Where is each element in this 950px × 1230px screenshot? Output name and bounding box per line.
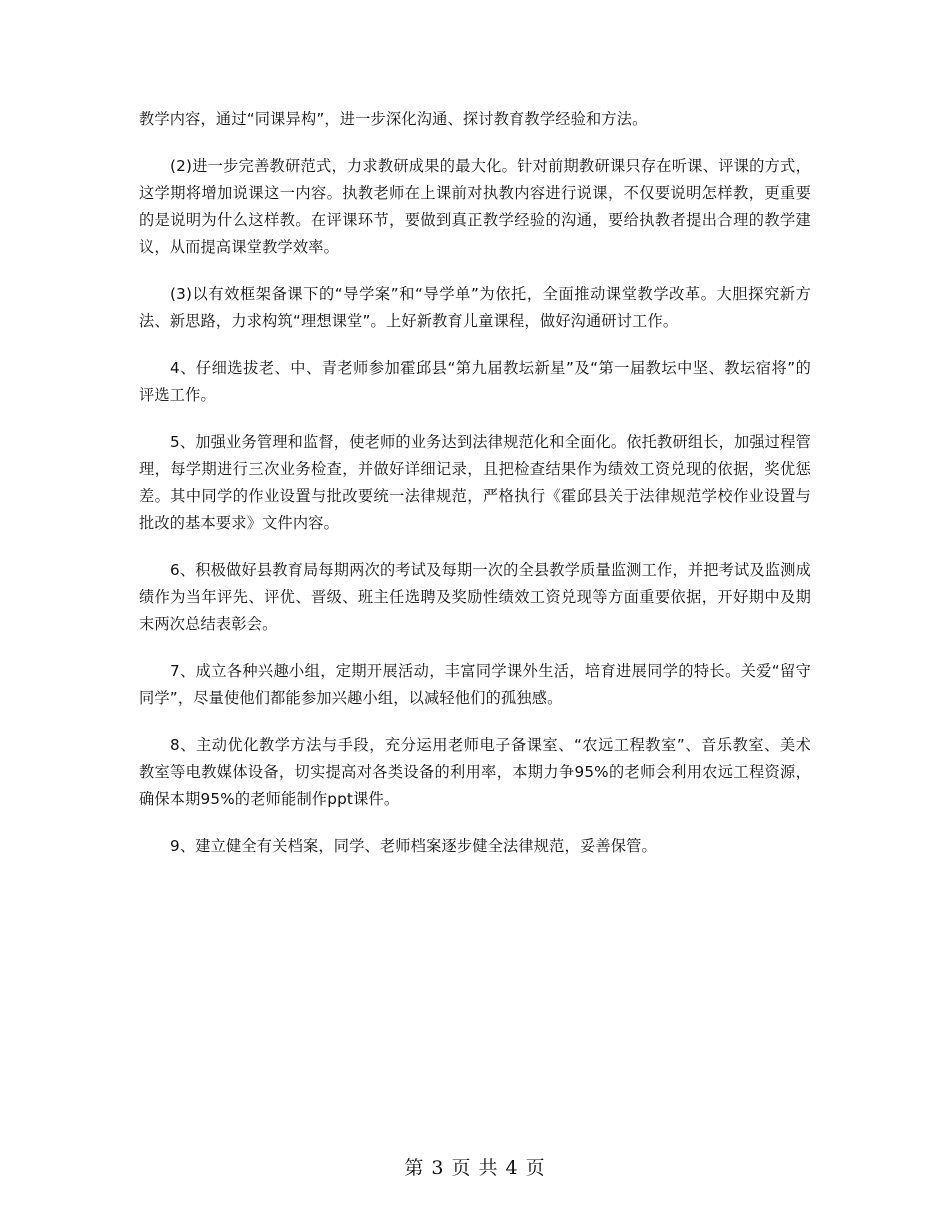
paragraph-item-8: 8、主动优化教学方法与手段，充分运用老师电子备课室、“农远工程教室”、音乐教室、美术教室等电教媒体设备，切实提高对各类设备的利用率，本期力争95%的老师会利用农远工程资源，确保本期95%的老师能制作ppt课件。 [139, 736, 811, 808]
paragraph-item-6: 6、积极做好县教育局每期两次的考试及每期一次的全县教学质量监测工作，并把考试及监测成绩作为当年评先、评优、晋级、班主任选聘及奖励性绩效工资兑现等方面重要依据，开好期中及期末两次总结表彰会。 [139, 561, 811, 633]
document-body [139, 106, 811, 880]
paragraph-item-9: 9、建立健全有关档案，同学、老师档案逐步健全法律规范，妥善保管。 [170, 837, 657, 855]
paragraph-item-3: (3)以有效框架备课下的“导学案”和“导学单”为依托，全面推动课堂教学改革。大胆探究新方法、新思路，力求构筑“理想课堂”。上好新教育儿童课程，做好沟通研讨工作。 [139, 285, 811, 330]
paragraph-item-2: (2)进一步完善教研范式，力求教研成果的最大化。针对前期教研课只存在听课、评课的方式，这学期将增加说课这一内容。执教老师在上课前对执教内容进行说课，不仅要说明怎样教，更重要的是说明为什么这样教。在评课环节，要做到真正教学经验的沟通，要给执教者提出合理的教学建议，从而提高课堂教学效率。 [139, 157, 811, 256]
paragraph-item-5: 5、加强业务管理和监督，使老师的业务达到法律规范化和全面化。依托教研组长，加强过程管理，每学期进行三次业务检查，并做好详细记录，且把检查结果作为绩效工资兑现的依据，奖优惩差。其中同学的作业设置与批改要统一法律规范，严格执行《霍邱县关于法律规范学校作业设置与批改的基本要求》文件内容。 [139, 433, 811, 532]
page-number-footer: 第 3 页 共 4 页 [404, 1157, 546, 1179]
paragraph-item-7: 7、成立各种兴趣小组，定期开展活动，丰富同学课外生活，培育进展同学的特长。关爱“留守同学”，尽量使他们都能参加兴趣小组，以减轻他们的孤独感。 [139, 662, 811, 707]
paragraph-continuation: 教学内容，通过“同课异构”，进一步深化沟通、探讨教育教学经验和方法。 [139, 110, 648, 128]
paragraph-item-4: 4、仔细选拔老、中、青老师参加霍邱县“第九届教坛新星”及“第一届教坛中坚、教坛宿将”的评选工作。 [139, 359, 811, 404]
